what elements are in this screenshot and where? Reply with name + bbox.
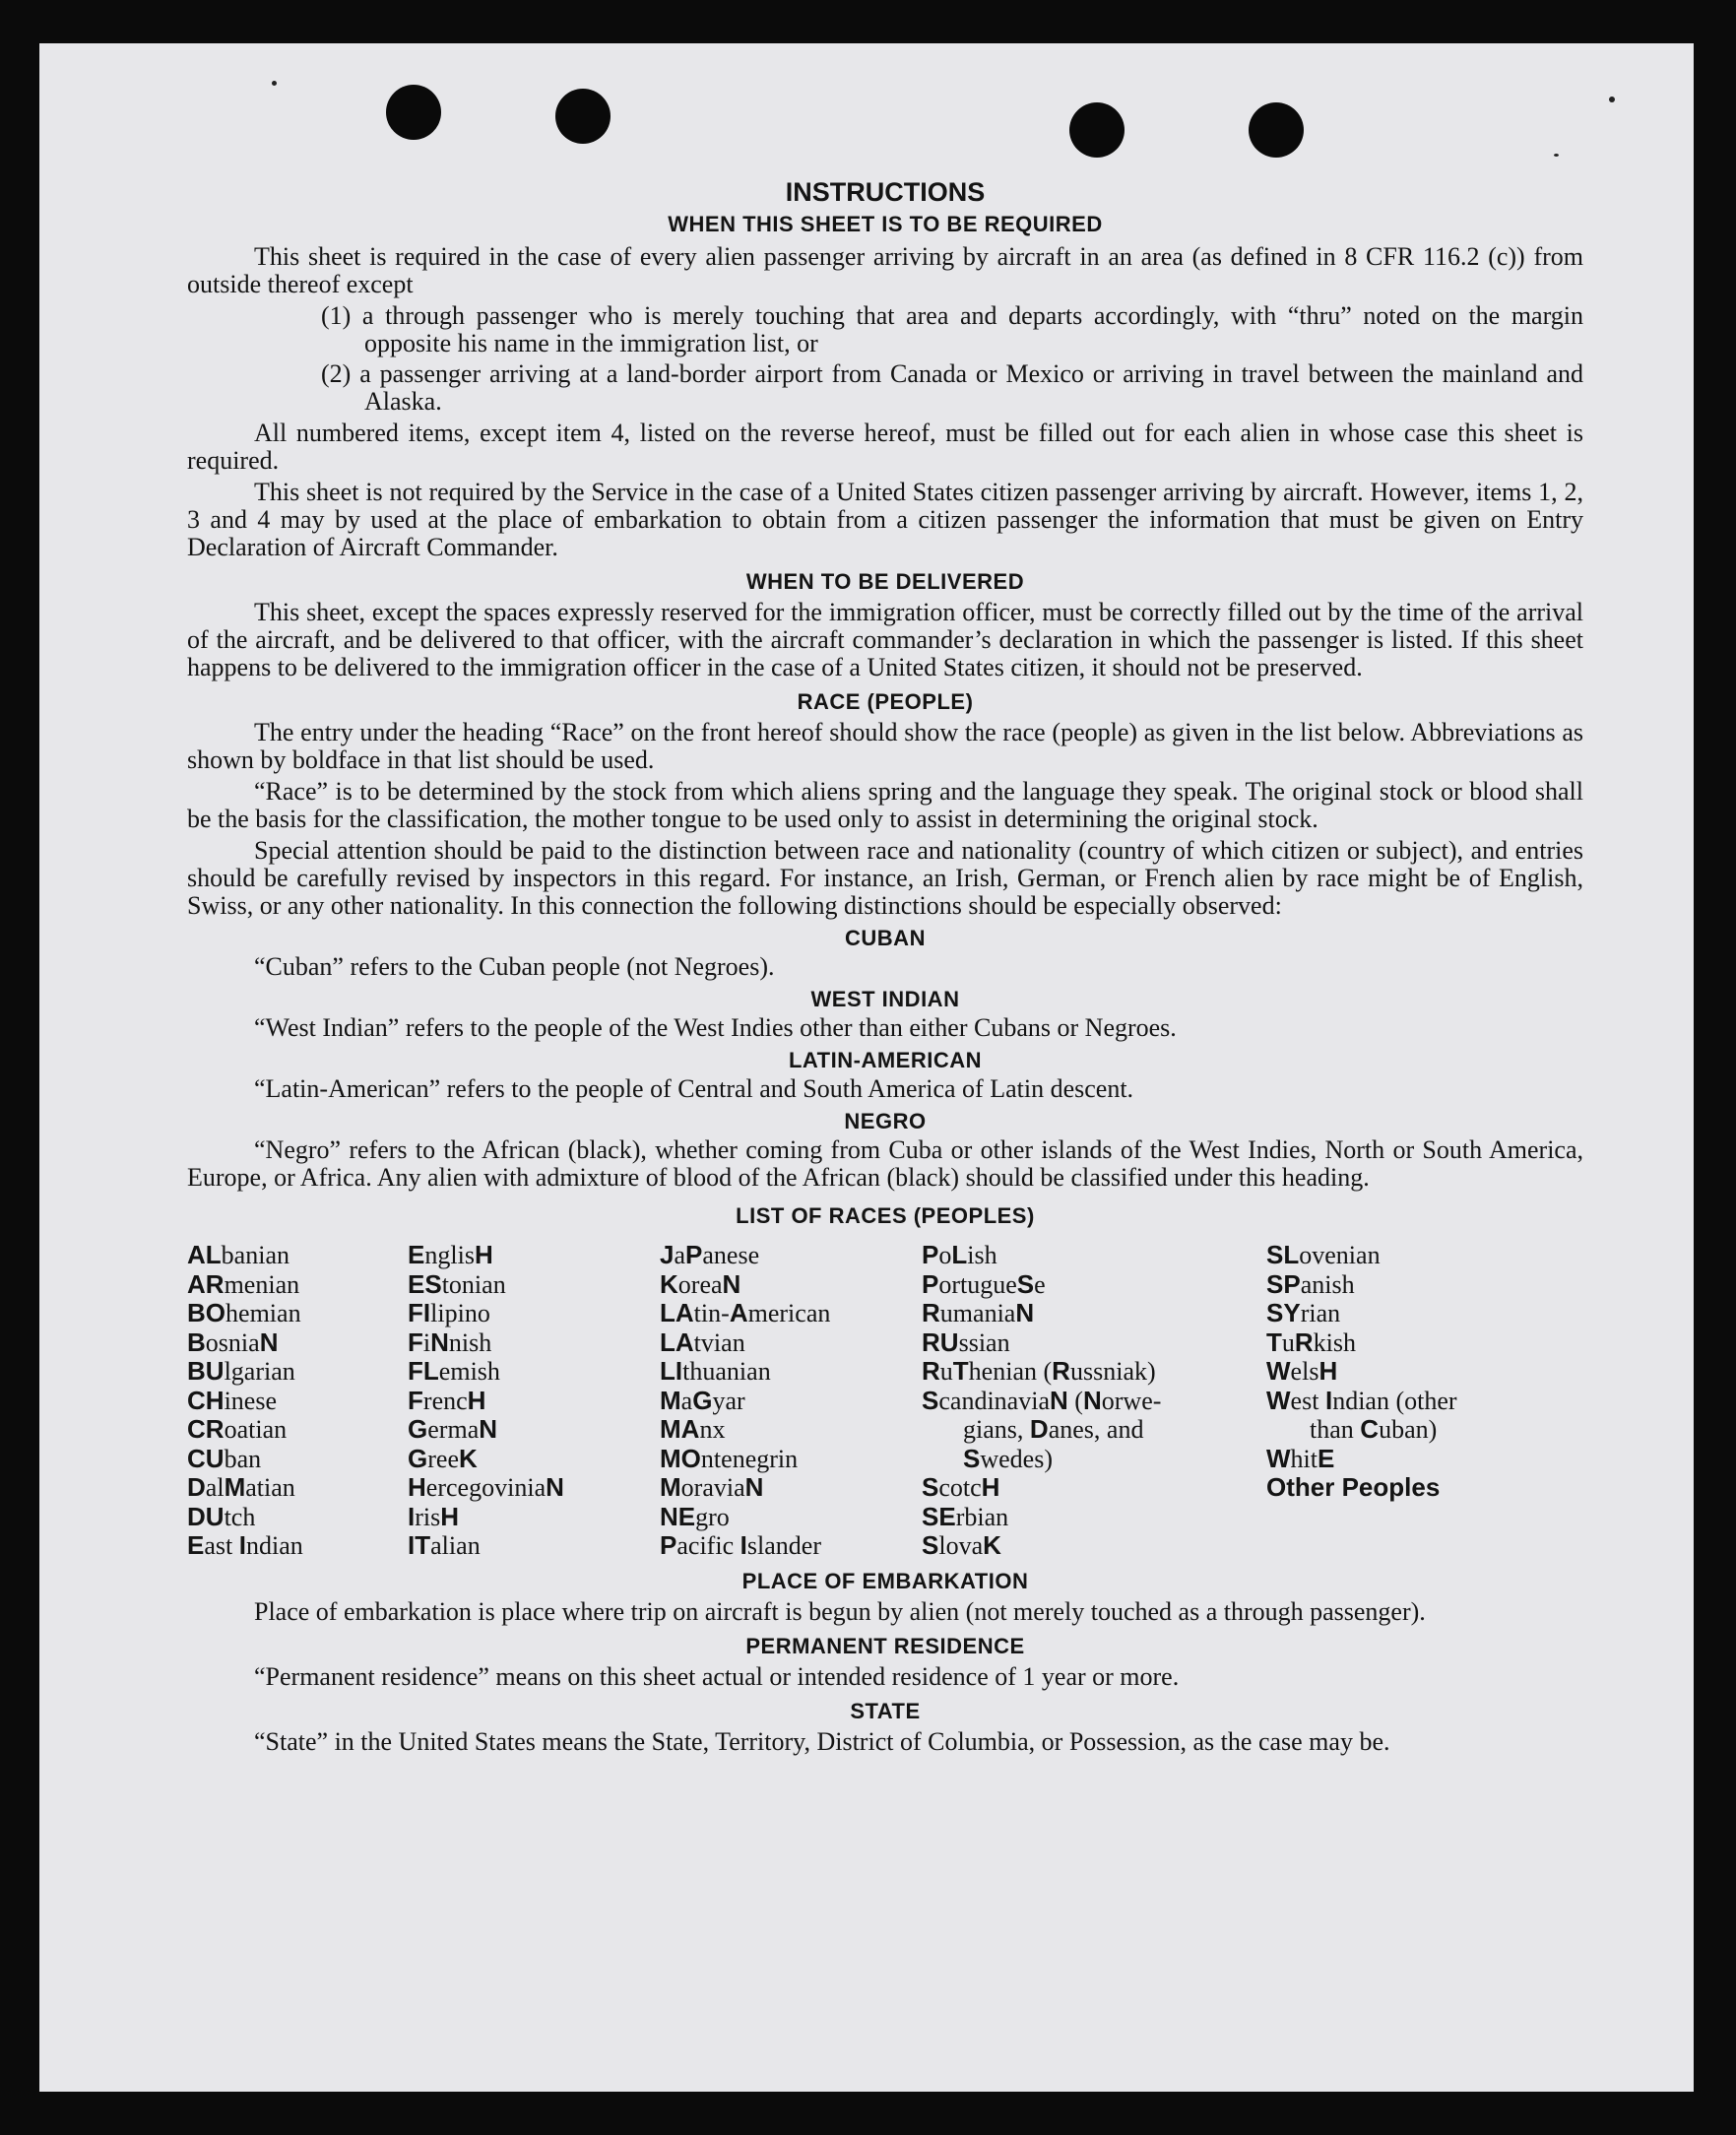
section-heading: WEST INDIAN xyxy=(810,987,960,1011)
race-entry: GermaN xyxy=(408,1414,498,1444)
paragraph: Special attention should be paid to the distinction between race and nationality (country of which citizen or subject), and entries should be carefully revised by inspectors in this regard. For instance, an Irish, German, or French alien by race might be of English, Swiss, or any other nationality. In this connection the following distinctions should be especially observed: xyxy=(187,836,1583,920)
race-entry: TuRkish xyxy=(1266,1326,1357,1357)
race-column xyxy=(1266,1241,1562,1561)
paragraph: “Cuban” refers to the Cuban people (not Negroes). xyxy=(254,952,775,981)
paragraph: This sheet, except the spaces expressly reserved for the immigration officer, must be correctly filled out by the time of the arrival of the aircraft, and be delivered to that officer, with the aircraft commander’s declaration in which the passenger is listed. If this sheet happens to be delivered to the immigration officer in the case of a United States citizen, it should not be preserved. xyxy=(187,598,1583,681)
race-entry: LAtvian xyxy=(660,1326,745,1357)
race-column xyxy=(187,1241,408,1561)
instructions-content xyxy=(187,134,1583,1756)
paragraph: Place of embarkation is place where trip on aircraft is begun by alien (not merely touched as a through passenger). xyxy=(254,1596,1426,1626)
race-entry: FiNnish xyxy=(408,1326,492,1357)
paragraph: This sheet is not required by the Service in the case of a United States citizen passenger arriving by aircraft. However, items 1, 2, 3 and 4 may by used at the place of embarkation to obtain from a citizen passenger the information that must be given on Entry Declaration of Aircraft Commander. xyxy=(187,478,1583,561)
race-entry: ITalian xyxy=(408,1530,481,1560)
race-entry: SPanish xyxy=(1266,1268,1355,1299)
race-entry: FrencH xyxy=(408,1385,486,1415)
race-entry: EnglisH xyxy=(408,1240,493,1269)
race-entry: SlovaK xyxy=(922,1530,1001,1560)
section-heading: PLACE OF EMBARKATION xyxy=(741,1568,1029,1593)
paragraph: “State” in the United States means the State, Territory, District of Columbia, or Possession, as the case may be. xyxy=(254,1726,1390,1756)
race-entry: Pacific Islander xyxy=(660,1530,821,1560)
race-entry: ScandinaviaN (Norwe- xyxy=(922,1385,1162,1415)
paragraph: The entry under the heading “Race” on the front hereof should show the race (people) as given in the list below. Abbreviations as shown by boldface in that list should be used. xyxy=(187,718,1583,774)
paragraph: “Race” is to be determined by the stock from which aliens spring and the language they speak. The original stock or blood shall be the basis for the classification, the mother tongue to be used only to assist in determining the original stock. xyxy=(187,777,1583,833)
race-entry: SYrian xyxy=(1266,1298,1341,1327)
race-entry: SLovenian xyxy=(1266,1240,1381,1269)
race-entry: FLemish xyxy=(408,1356,500,1386)
page-title: INSTRUCTIONS xyxy=(785,177,986,207)
document-page xyxy=(39,43,1694,2092)
race-entry: ScotcH xyxy=(922,1472,1000,1502)
race-entry: ARmenian xyxy=(187,1268,300,1299)
race-entry: LIthuanian xyxy=(660,1356,771,1386)
race-column xyxy=(660,1241,922,1561)
paragraph: “Latin-American” refers to the people of Central and South America of Latin descent. xyxy=(254,1074,1134,1103)
section-heading: LATIN-AMERICAN xyxy=(788,1048,982,1072)
race-entry: PoLish xyxy=(922,1240,997,1269)
list-item: (2) a passenger arriving at a land-border airport from Canada or Mexico or arriving in travel between the mainland and Alaska. xyxy=(321,359,1583,416)
race-entry: DalMatian xyxy=(187,1472,295,1502)
race-entry: EStonian xyxy=(408,1268,506,1299)
section-heading: RACE (PEOPLE) xyxy=(797,689,974,714)
section-heading: LIST OF RACES (PEOPLES) xyxy=(736,1203,1035,1228)
race-entry: gians, Danes, and xyxy=(963,1414,1144,1444)
race-entry: CUban xyxy=(187,1443,262,1473)
race-entry: West Indian (other xyxy=(1266,1385,1457,1415)
race-entry: East Indian xyxy=(187,1530,303,1560)
race-entry: PortugueSe xyxy=(922,1268,1046,1299)
section-heading: NEGRO xyxy=(844,1109,927,1133)
paragraph: “Permanent residence” means on this sheet actual or intended residence of 1 year or more. xyxy=(254,1661,1180,1691)
race-entry: WhitE xyxy=(1266,1443,1335,1473)
race-entry: MaGyar xyxy=(660,1385,745,1415)
race-entry: CHinese xyxy=(187,1385,278,1415)
race-entry: HercegoviniaN xyxy=(408,1472,564,1502)
race-entry: DUtch xyxy=(187,1501,256,1531)
race-entry: RUssian xyxy=(922,1326,1010,1357)
race-entry: LAtin-American xyxy=(660,1298,831,1327)
race-list xyxy=(187,1241,1583,1561)
race-entry: CRoatian xyxy=(187,1414,288,1444)
race-entry: RuThenian (Russniak) xyxy=(922,1356,1156,1386)
race-entry: NEgro xyxy=(660,1501,730,1531)
race-column xyxy=(408,1241,660,1561)
race-entry: Swedes) xyxy=(963,1443,1054,1473)
race-entry: IrisH xyxy=(408,1501,460,1531)
race-entry: RumaniaN xyxy=(922,1298,1035,1327)
race-entry: GreeK xyxy=(408,1443,478,1473)
race-entry: BOhemian xyxy=(187,1298,301,1327)
race-entry: MOntenegrin xyxy=(660,1443,799,1473)
section-heading: STATE xyxy=(850,1698,921,1723)
section-heading: CUBAN xyxy=(845,926,926,950)
race-entry: Other Peoples xyxy=(1266,1472,1441,1502)
race-entry: KoreaN xyxy=(660,1268,741,1299)
race-entry: WelsH xyxy=(1266,1356,1338,1386)
paragraph: “West Indian” refers to the people of the West Indies other than either Cubans or Negroes. xyxy=(254,1013,1177,1042)
section-heading: PERMANENT RESIDENCE xyxy=(745,1633,1025,1658)
paragraph: All numbered items, except item 4, listed on the reverse hereof, must be filled out for each alien in whose case this sheet is required. xyxy=(187,419,1583,475)
speck xyxy=(272,81,277,86)
race-entry: JaPanese xyxy=(660,1240,760,1269)
section-heading: WHEN THIS SHEET IS TO BE REQUIRED xyxy=(668,212,1103,236)
race-entry: MAnx xyxy=(660,1414,726,1444)
paragraph: “Negro” refers to the African (black), whether coming from Cuba or other islands of the West Indies, North or South America, Europe, or Africa. Any alien with admixture of blood of the African (black) should be classified under this heading. xyxy=(187,1135,1583,1192)
race-entry: BosniaN xyxy=(187,1326,279,1357)
paragraph: This sheet is required in the case of every alien passenger arriving by aircraft in an area (as defined in 8 CFR 116.2 (c)) from outside thereof except xyxy=(187,242,1583,298)
race-entry: MoraviaN xyxy=(660,1472,764,1502)
race-entry: than Cuban) xyxy=(1310,1414,1438,1444)
race-column xyxy=(922,1241,1266,1561)
race-entry: BUlgarian xyxy=(187,1356,295,1386)
race-entry: FIlipino xyxy=(408,1298,490,1327)
speck xyxy=(1609,97,1615,102)
punch-hole xyxy=(386,85,441,140)
race-entry: SErbian xyxy=(922,1501,1009,1531)
race-entry: ALbanian xyxy=(187,1240,289,1269)
list-item: (1) a through passenger who is merely touching that area and departs accordingly, with “thru” noted on the margin opposite his name in the immigration list, or xyxy=(321,301,1583,357)
section-heading: WHEN TO BE DELIVERED xyxy=(745,569,1025,594)
